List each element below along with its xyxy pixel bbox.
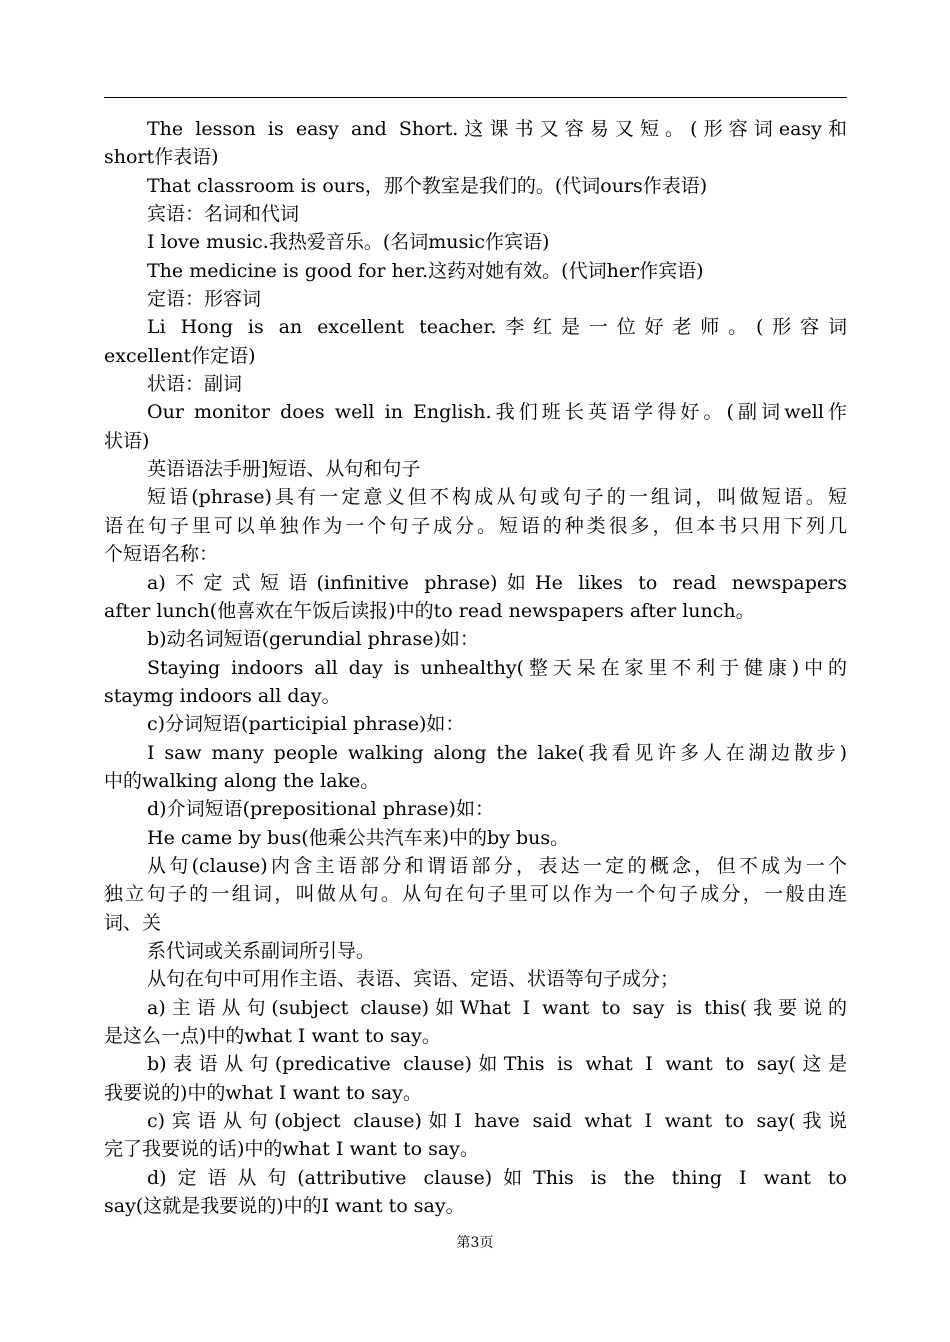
section-heading: 英语语法手册]短语、从句和句子 bbox=[147, 458, 421, 481]
text-line: That classroom is ours，那个教室是我们的。(代词ours作表语) bbox=[147, 174, 708, 197]
text-line: I love music.我热爱音乐。(名词music作宾语) bbox=[147, 231, 550, 254]
text-line: 我要说的)中的what I want to say。 bbox=[104, 1081, 422, 1104]
text-line: 短语(phrase)具有一定意义但不构成从句或句子的一组词，叫做短语。短 bbox=[147, 486, 847, 509]
text-line: 状语) bbox=[104, 429, 150, 452]
text-line: 词、关 bbox=[104, 911, 162, 934]
text-line: The medicine is good for her.这药对她有效。(代词her作宾语) bbox=[147, 259, 704, 282]
section-label: 定语：形容词 bbox=[147, 288, 262, 311]
text-line: 独立句子的一组词，叫做从句。从句在句子里可以作为一个句子成分，一般由连 bbox=[104, 883, 847, 906]
text-line: d)介词短语(prepositional phrase)如： bbox=[147, 798, 494, 821]
text-line: after lunch(他喜欢在午饭后读报)中的to read newspapers after lunch。 bbox=[104, 599, 755, 622]
text-line: staymg indoors all day。 bbox=[104, 684, 341, 707]
text-line: excellent作定语) bbox=[104, 344, 256, 367]
text-line: 从句(clause)内含主语部分和谓语部分，表达一定的概念，但不成为一个 bbox=[147, 854, 847, 877]
text-line: Li Hong is an excellent teacher.李红是一位好老师。(形容词 bbox=[147, 316, 847, 339]
text-line: 中的walking along the lake。 bbox=[104, 769, 380, 792]
text-line: 系代词或关系副词所引导。 bbox=[147, 939, 376, 962]
text-line: 个短语名称： bbox=[104, 543, 219, 566]
text-line: b)动名词短语(gerundial phrase)如： bbox=[147, 628, 479, 651]
text-line: 语在句子里可以单独作为一个句子成分。短语的种类很多，但本书只用下列几 bbox=[104, 514, 847, 537]
text-line: a)主语从句(subject clause)如What I want to say is this(我要说的 bbox=[147, 996, 847, 1019]
text-line: 是这么一点)中的what I want to say。 bbox=[104, 1025, 441, 1047]
text-line: say(这就是我要说的)中的I want to say。 bbox=[104, 1195, 465, 1218]
text-line: Staying indoors all day is unhealthy(整天呆在家里不利于健康)中的 bbox=[147, 656, 847, 679]
document-body bbox=[104, 115, 847, 1220]
text-line: d)定语从句(attributive clause)如This is the thing I want to bbox=[147, 1166, 847, 1189]
text-line: c)分词短语(participial phrase)如： bbox=[147, 713, 465, 736]
text-line: Our monitor does well in English.我们班长英语学得好。(副词well作 bbox=[147, 401, 847, 424]
text-line: b)表语从句(predicative clause)如This is what I want to say(这是 bbox=[147, 1053, 847, 1076]
header-rule bbox=[104, 97, 847, 98]
text-line: 从句在句中可用作主语、表语、宾语、定语、状语等句子成分； bbox=[147, 968, 680, 991]
text-line: a)不定式短语(infinitive phrase)如He likes to read newspapers bbox=[147, 571, 847, 594]
text-line: c)宾语从句(object clause)如I have said what I want to say(我说 bbox=[147, 1110, 847, 1133]
text-line: short作表语) bbox=[104, 146, 219, 169]
text-line: I saw many people walking along the lake(我看见许多人在湖边散步) bbox=[147, 741, 847, 764]
text-line: 完了我要说的话)中的what I want to say。 bbox=[104, 1138, 479, 1161]
page-number: 第3页 bbox=[456, 1235, 494, 1251]
text-line: He came by bus(他乘公共汽车来)中的by bus。 bbox=[147, 826, 570, 849]
section-label: 宾语：名词和代词 bbox=[147, 203, 300, 226]
section-label: 状语：副词 bbox=[147, 373, 243, 396]
text-line: The lesson is easy and Short.这课书又容易又短。(形容词easy和 bbox=[147, 118, 847, 140]
